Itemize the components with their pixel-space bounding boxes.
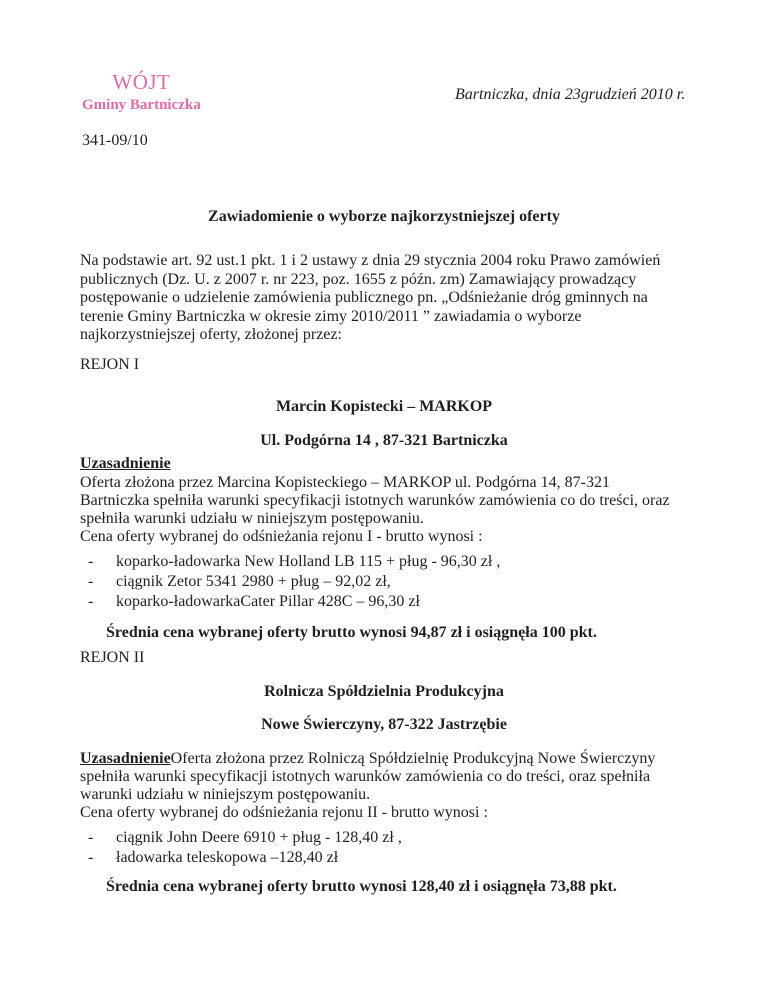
justification-line: Cena oferty wybranej do odśnieżania rejonu II - brutto wynosi : [80,804,488,821]
intro-paragraph [80,252,690,345]
mayor-stamp [82,70,201,114]
stamp-title: WÓJT [112,70,171,94]
region-1-label: REJON I [80,356,140,373]
region-2-justification [80,750,680,822]
document-title: Zawiadomienie o wyborze najkorzystniejszej oferty [208,208,560,225]
place-date: Bartniczka, dnia 23grudzień 2010 r. [455,86,686,103]
list-item: - ciągnik John Deere 6910 + pług - 128,40 zł , [88,828,402,848]
region-1-justification-heading: Uzasadnienie [80,455,171,472]
intro-line: publicznych (Dz. U. z 2007 r. nr 223, poz. 1655 z późn. zm) Zamawiający prowadzący [80,270,637,288]
intro-line: postępowanie o udzielenie zamówienia publicznego pn. „Odśnieżanie dróg gminnych na [80,289,648,306]
region-1-equipment-list [88,552,500,612]
justification-line: Oferta złożona przez Rolniczą Spółdzielnię Produkcyjną Nowe Świerczyny [170,750,656,767]
region-2-address: Nowe Świerczyny, 87-322 Jastrzębie [261,716,507,733]
list-item: - koparko-ładowarkaCater Pillar 428C – 96,30 zł [88,592,500,612]
region-2-justification-heading: Uzasadnienie [80,750,171,767]
justification-line: spełniła warunki specyfikacji istotnych warunków zamówienia co do treści, oraz spełniła [80,768,651,785]
intro-line: terenie Gminy Bartniczka w okresie zimy 2010/2011 ” zawiadamia o wyborze [80,307,582,325]
region-2-label: REJON II [80,649,145,666]
region-2-equipment-list [88,828,402,868]
region-1-company: Marcin Kopistecki – MARKOP [275,398,493,415]
intro-line: najkorzystniejszej oferty, złożonej przez: [80,326,342,343]
justification-line: Oferta złożona przez Marcina Kopisteckiego – MARKOP ul. Podgórna 14, 87-321 [80,474,610,491]
region-1-justification [80,474,680,546]
stamp-subtitle: Gminy Bartniczka [82,97,201,113]
intro-line: Na podstawie art. 92 ust.1 pkt. 1 i 2 ustawy z dnia 29 stycznia 2004 roku Prawo zamówień [80,252,661,269]
list-item: - ładowarka teleskopowa –128,40 zł [88,848,402,868]
region-2-company: Rolnicza Spółdzielnia Produkcyjna [264,683,504,700]
region-1-summary: Średnia cena wybranej oferty brutto wynosi 94,87 zł i osiągnęła 100 pkt. [106,624,597,641]
reference-number: 341-09/10 [82,132,148,149]
region-1-address: Ul. Podgórna 14 , 87-321 Bartniczka [260,432,508,449]
justification-line: spełniła warunki udziału w niniejszym postępowaniu. [80,510,424,527]
justification-line: Cena oferty wybranej do odśnieżania rejonu I - brutto wynosi : [80,528,483,545]
justification-line: Bartniczka spełniła warunki specyfikacji istotnych warunków zamówienia co do treści, oraz [80,492,670,509]
list-item: - ciągnik Zetor 5341 2980 + pług – 92,02 zł, [88,572,500,592]
list-item: - koparko-ładowarka New Holland LB 115 + pług - 96,30 zł , [88,552,500,572]
justification-line: warunki udziału w niniejszym postępowaniu. [80,786,371,803]
region-2-summary: Średnia cena wybranej oferty brutto wynosi 128,40 zł i osiągnęła 73,88 pkt. [106,878,617,895]
